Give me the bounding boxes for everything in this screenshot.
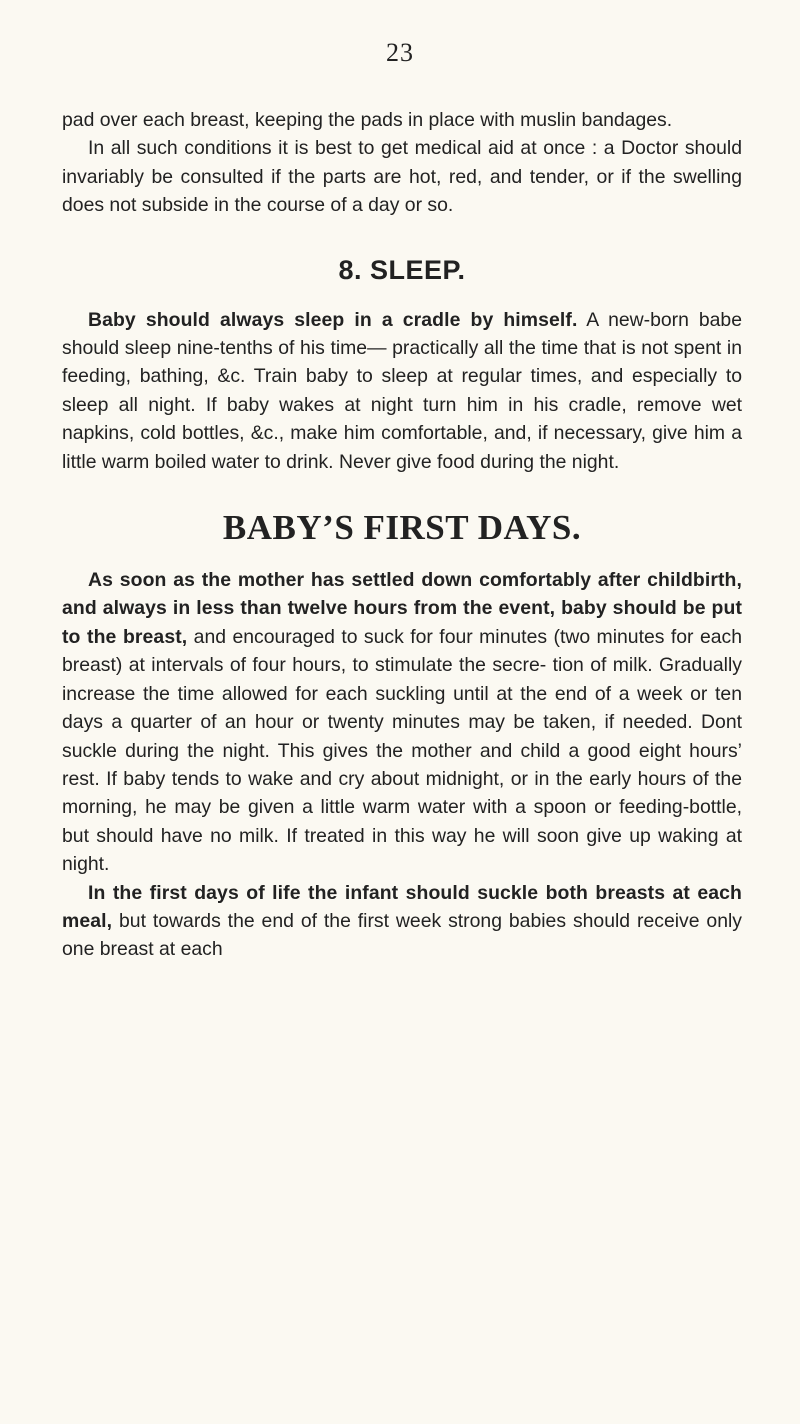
- sleep-body-text: A new-born babe should sleep nine-tenths of his time— practically all the time that is not spent in feeding, bathing, &c. Train baby to sleep at regular times, and especially to sleep all night. If baby wakes at night turn him in his cradle, remove wet napkins, cold bottles, &c., make him comfortable, and, if necessary, give him a little warm boiled water to drink. Never give food during the night.: [62, 308, 742, 473]
- both-breasts-body-text: but towards the end of the first week strong babies should receive only one breast at each: [62, 909, 742, 961]
- paragraph-medical-aid: In all such conditions it is best to get medical aid at once : a Doctor should invariably be consulted if the parts are hot, red, and tender, or if the swelling does not subside in the course of a day or so.: [62, 137, 742, 217]
- page-number: 23: [386, 38, 414, 67]
- paragraph-continuation: pad over each breast, keeping the pads in place with muslin bandages.: [62, 109, 673, 131]
- paragraph-sleep: [62, 306, 742, 476]
- sleep-lead-text: Baby should always sleep in a cradle by himself.: [88, 308, 578, 331]
- first-days-lead-text: As soon as the mother has settled down comfortably after childbirth, and always in less than twelve hours from the event, baby should be put to the breast,: [62, 569, 742, 648]
- section-heading-sleep: 8. SLEEP.: [338, 254, 466, 285]
- paragraph-both-breasts: [62, 879, 742, 964]
- first-days-body-text: and encouraged to suck for four minutes (two minutes for each breast) at intervals of four hours, to stimulate the secre- tion of milk. Gradually increase the time allowed for each suckling until at the end of a week or ten days a quarter of an hour or twenty minutes may be taken, if needed. Dont suckle during the night. This gives the mother and child a good eight hours’ rest. If baby tends to wake and cry about midnight, or in the early hours of the morning, he may be given a little warm water with a spoon or feeding-bottle, but should have no milk. If treated in this way he will soon give up waking at night.: [62, 625, 742, 876]
- paragraph-first-days: [62, 566, 742, 878]
- page-body: [62, 106, 742, 964]
- section-heading-first-days: BABY’S FIRST DAYS.: [222, 508, 582, 548]
- both-breasts-lead-text: In the first days of life the infant should suckle both breasts at each meal,: [62, 881, 742, 932]
